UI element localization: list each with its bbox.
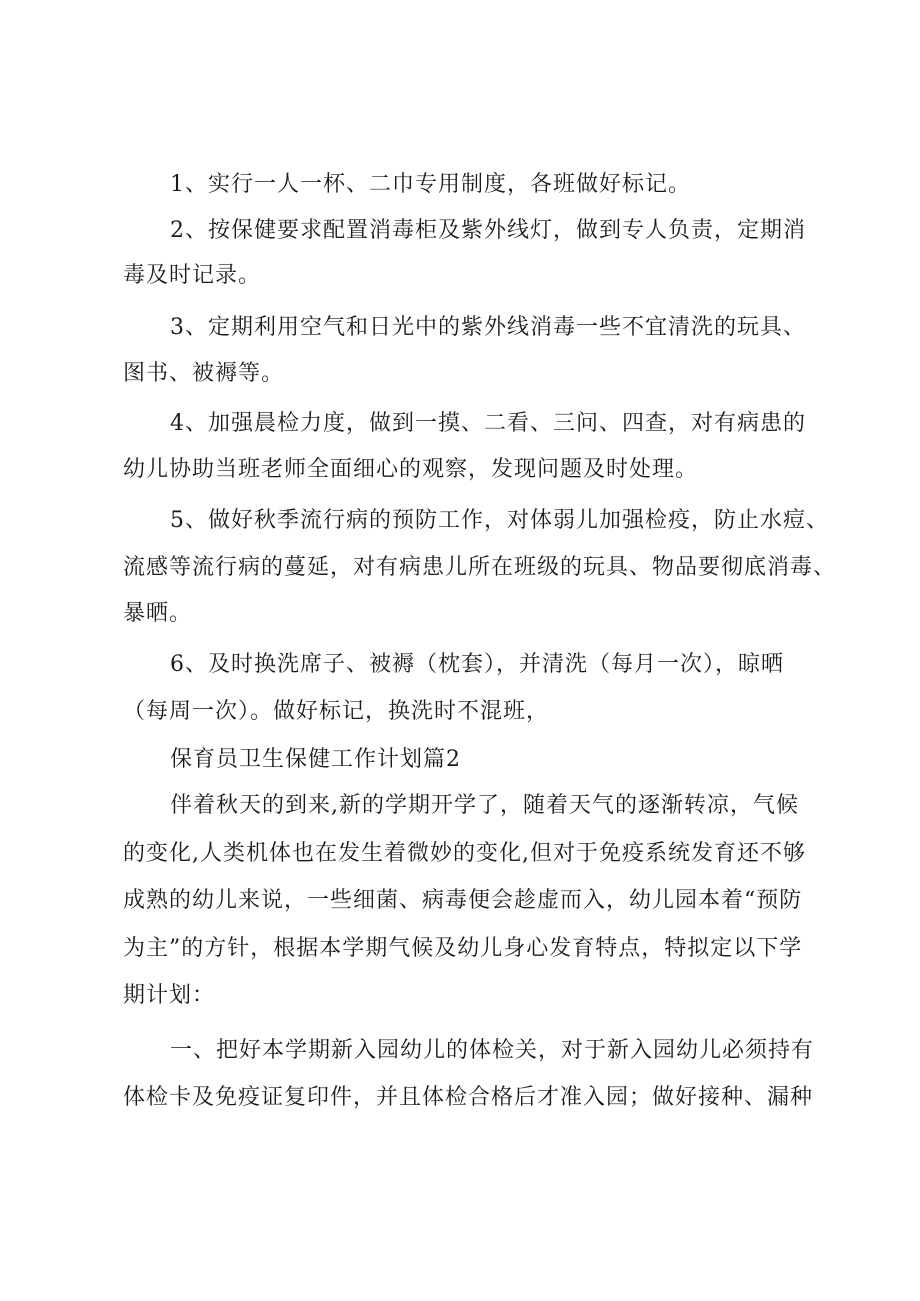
item-3-line-2: 图书、被褥等。 [123, 361, 285, 386]
item-2-line-2: 毒及时记录。 [123, 263, 262, 288]
item-1-line-1: 1、实行一人一杯、二巾专用制度，各班做好标记。 [170, 172, 691, 197]
intro-line-3: 成熟的幼儿来说，一些细菌、病毒便会趁虚而入，幼儿园本着“预防 [123, 888, 803, 913]
intro-line-1: 伴着秋天的到来,新的学期开学了，随着天气的逐渐转凉，气候 [170, 793, 799, 818]
point-1-line-1: 一、把好本学期新入园幼儿的体检关，对于新入园幼儿必须持有 [170, 1038, 815, 1063]
item-3-line-1: 3、定期利用空气和日光中的紫外线消毒一些不宜清洗的玩具、 [170, 315, 806, 340]
item-5-line-1: 5、做好秋季流行病的预防工作，对体弱儿加强检疫，防止水痘、 [170, 508, 829, 533]
section-heading: 保育员卫生保健工作计划篇2 [170, 747, 461, 772]
point-1-line-2: 体检卡及免疫证复印件，并且体检合格后才准入园；做好接种、漏种 [123, 1085, 814, 1110]
item-6-line-1: 6、及时换洗席子、被褥（枕套），并清洗（每月一次），晾晒 [170, 652, 784, 677]
intro-line-2: 的变化,人类机体也在发生着微妙的变化,但对于免疫系统发育还不够 [123, 841, 806, 866]
item-6-line-2: （每周一次）。做好标记，换洗时不混班， [123, 699, 550, 724]
item-5-line-3: 暴晒。 [123, 601, 193, 626]
item-4-line-1: 4、加强晨检力度，做到一摸、二看、三问、四查，对有病患的 [170, 411, 806, 436]
intro-line-4: 为主”的方针，根据本学期气候及幼儿身心发育特点，特拟定以下学 [123, 936, 803, 961]
item-2-line-1: 2、按保健要求配置消毒柜及紫外线灯，做到专人负责，定期消 [170, 218, 806, 243]
item-5-line-2: 流感等流行病的蔓延，对有病患儿所在班级的玩具、物品要彻底消毒、 [123, 555, 837, 580]
item-4-line-2: 幼儿协助当班老师全面细心的观察，发现问题及时处理。 [123, 457, 699, 482]
intro-line-5: 期计划： [123, 983, 216, 1008]
